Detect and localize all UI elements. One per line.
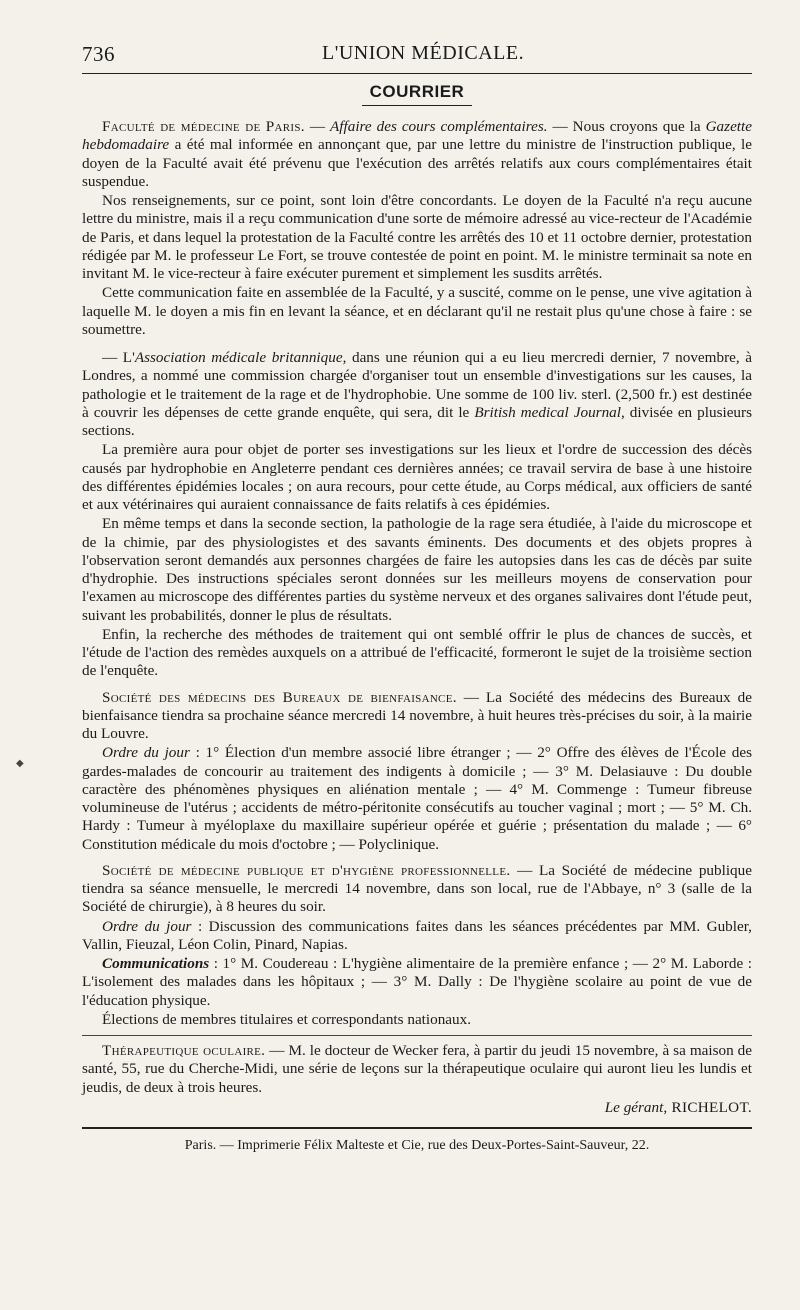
- faculte-paragraph-1: [82, 118, 752, 191]
- hygiene-ordre: [82, 918, 752, 955]
- bienfaisance-heading: Société des médecins des Bureaux de bienfaisance.: [102, 688, 457, 706]
- therapeutique-paragraph: [82, 1042, 752, 1097]
- section-title: COURRIER: [369, 82, 465, 101]
- gazette-title: Gazette hebdomadaire: [82, 118, 752, 154]
- bienfaisance-ordre-text: : 1° Élection d'un membre associé libre étranger ; — 2° Offre des élèves de l'École des gardes-malades de concourir au traitement des indigents à domicile ; — 3° M. Delasiauve : Du double caractère des phénomènes physiques en aliénation mentale ; — 4° M. Commenge : Tumeur fibreuse volumineuse de l'utérus ; accidents de métro-péritonite consécutifs au toucher vaginal ; mort ; — 5° M. Ch. Hardy : Tumeur à myéloplaxe du maxillaire supérieur opérée et guérie ; présentation du malade ; — 6° Constitution médicale du mois d'octobre ; — Polyclinique.: [82, 744, 752, 853]
- communications-label: Communications: [102, 955, 210, 972]
- footer-rule: [82, 1127, 752, 1129]
- bienfaisance-ordre: [82, 744, 752, 854]
- section-title-rule: [362, 105, 472, 106]
- faculte-text-b: a été mal informée en annonçant que, par une lettre du ministre de l'instruction publique, le doyen de la Faculté avait été prévenu que l'exécution des arrêtés relatifs aux cours complémentaires était suspendue.: [82, 136, 752, 190]
- signature-label: Le gérant: [604, 1098, 664, 1116]
- hygiene-heading: Société de médecine publique et d'hygiène professionnelle.: [102, 861, 511, 879]
- faculte-text-a: — Nous croyons que la: [547, 118, 706, 135]
- journal-title: L'UNION MÉDICALE.: [322, 42, 525, 64]
- ordre-du-jour-label: Ordre du jour: [102, 744, 190, 762]
- therapeutique-text: — M. le docteur de Wecker fera, à partir du jeudi 15 novembre, à sa maison de santé, 55, rue du Cherche-Midi, une série de leçons sur la thérapeutique oculaire qui auront lieu les lundis et jeudis, de deux à trois heures.: [82, 1042, 753, 1096]
- hygiene-ordre-label: Ordre du jour: [102, 917, 192, 935]
- article-body: [82, 118, 752, 1117]
- running-header: [82, 42, 752, 67]
- page-number: 736: [82, 42, 115, 66]
- imprint-footer: Paris. — Imprimerie Félix Malteste et Cie, rue des Deux-Portes-Saint-Sauveur, 22.: [184, 1138, 650, 1153]
- british-text-b: , dans une réunion qui a eu lieu mercredi dernier, 7 novembre, à Londres, a nommé une commission chargée d'organiser tout un ensemble d'investigations sur les causes, la pathologie et le traitement de la rage et de l'hydrophobie. Une somme de 100 liv. sterl. (2,500 fr.) est destinée à couvrir les dépenses de cette grande enquête, qui sera, dit le: [82, 349, 753, 421]
- british-paragraph-1: [82, 349, 752, 440]
- british-paragraph-4: Enfin, la recherche des méthodes de traitement qui ont semblé offrir le plus de chances de succès, et l'étude de l'action des remèdes auxquels on a attribué de l'efficacité, formeront le sujet de la troisième section de l'enquête.: [82, 625, 752, 680]
- header-rule: [82, 73, 752, 74]
- faculte-paragraph-3: Cette communication faite en assemblée de la Faculté, y a suscité, comme on le pense, une vive agitation à laquelle M. le doyen a mis fin en levant la séance, et en déclarant qu'il ne restait plus qu'une chose à faire : se soumettre.: [82, 284, 752, 338]
- faculte-heading: Faculté de médecine de Paris.: [102, 118, 305, 135]
- margin-mark: ◆: [16, 758, 24, 769]
- bienfaisance-paragraph-1: [82, 689, 752, 744]
- page: [82, 42, 752, 1292]
- british-paragraph-2: La première aura pour objet de porter ses investigations sur les lieux et l'ordre de succession des décès causés par hydrophobie en Angleterre pendant ces dernières années; ce travail servira de base à une histoire des différentes épidémies locales ; on aura recours, pour cette étude, au Corps médical, aux officiers de santé et aux vétérinaires qui auraient connaissance de faits relatifs à ces épidémies.: [82, 441, 752, 513]
- british-text-c: , divisée en plusieurs sections.: [82, 403, 752, 439]
- therapeutique-heading: Thérapeutique oculaire.: [102, 1042, 266, 1059]
- hygiene-text: — La Société de médecine publique tiendra sa séance mensuelle, le mercredi 14 novembre, dans son local, rue de l'Abbaye, n° 3 (salle de la Société de chirurgie), à 8 heures du soir.: [82, 861, 752, 916]
- signature-name: , RICHELOT.: [663, 1098, 752, 1116]
- bmj-title: British medical Journal: [474, 403, 621, 421]
- signature: [82, 1099, 752, 1117]
- faculte-paragraph-2: Nos renseignements, sur ce point, sont loin d'être concordants. Le doyen de la Faculté n'a reçu aucune lettre du ministre, mais il a reçu communication d'une sorte de mémoire adressé au vice-recteur de l'Académie de Paris, et dans lequel la protestation de la Faculté contre les arrêtés des 10 et 11 octobre dernier, protestation rédigée par M. le professeur Le Fort, se trouve contestée de point en point. M. le ministre terminait sa note en invitant M. le vice-recteur à faire exécuter purement et simplement les susdits arrêtés.: [82, 192, 752, 282]
- hygiene-communications: [82, 955, 752, 1010]
- hygiene-ordre-text: : Discussion des communications faites dans les séances précédentes par MM. Gubler, Vallin, Fieuzal, Léon Colin, Pinard, Napias.: [82, 917, 752, 953]
- british-paragraph-3: En même temps et dans la seconde section, la pathologie de la rage sera étudiée, à l'aide du microscope et de la chimie, par des physiologistes et des savants éminents. Des documents et des objets propres à l'observation seront demandés aux personnes chargées de faire les autopsies dans les cas de décès par suite d'hydrophie. Des instructions spéciales seront données sur les meilleurs moyens de conservation pour l'examen au microscope des différentes parties du système nerveux et des organes salivaires dont l'étude peut, suivant les probabilités, donner le plus de résultats.: [82, 515, 752, 624]
- communications-text: : 1° M. Coudereau : L'hygiène alimentaire de la première enfance ; — 2° M. Laborde : L'isolement des malades dans les hôpitaux ; — 3° M. Dally : De l'hygiène scolaire au point de vue de l'éducation physique.: [82, 955, 752, 1009]
- association-name: Association médicale britannique: [134, 349, 343, 366]
- hygiene-paragraph-1: [82, 862, 752, 917]
- bienfaisance-text: — La Société des médecins des Bureaux de bienfaisance tiendra sa prochaine séance mercredi 14 novembre, à huit heures très-précises du soir, à la mairie du Louvre.: [82, 688, 752, 742]
- separator-rule: [82, 1035, 752, 1036]
- faculte-subject: Affaire des cours complémentaires.: [330, 118, 548, 135]
- faculte-dash: —: [304, 118, 331, 135]
- british-text-a: — L': [102, 349, 135, 366]
- hygiene-elections: Élections de membres titulaires et correspondants nationaux.: [102, 1010, 472, 1028]
